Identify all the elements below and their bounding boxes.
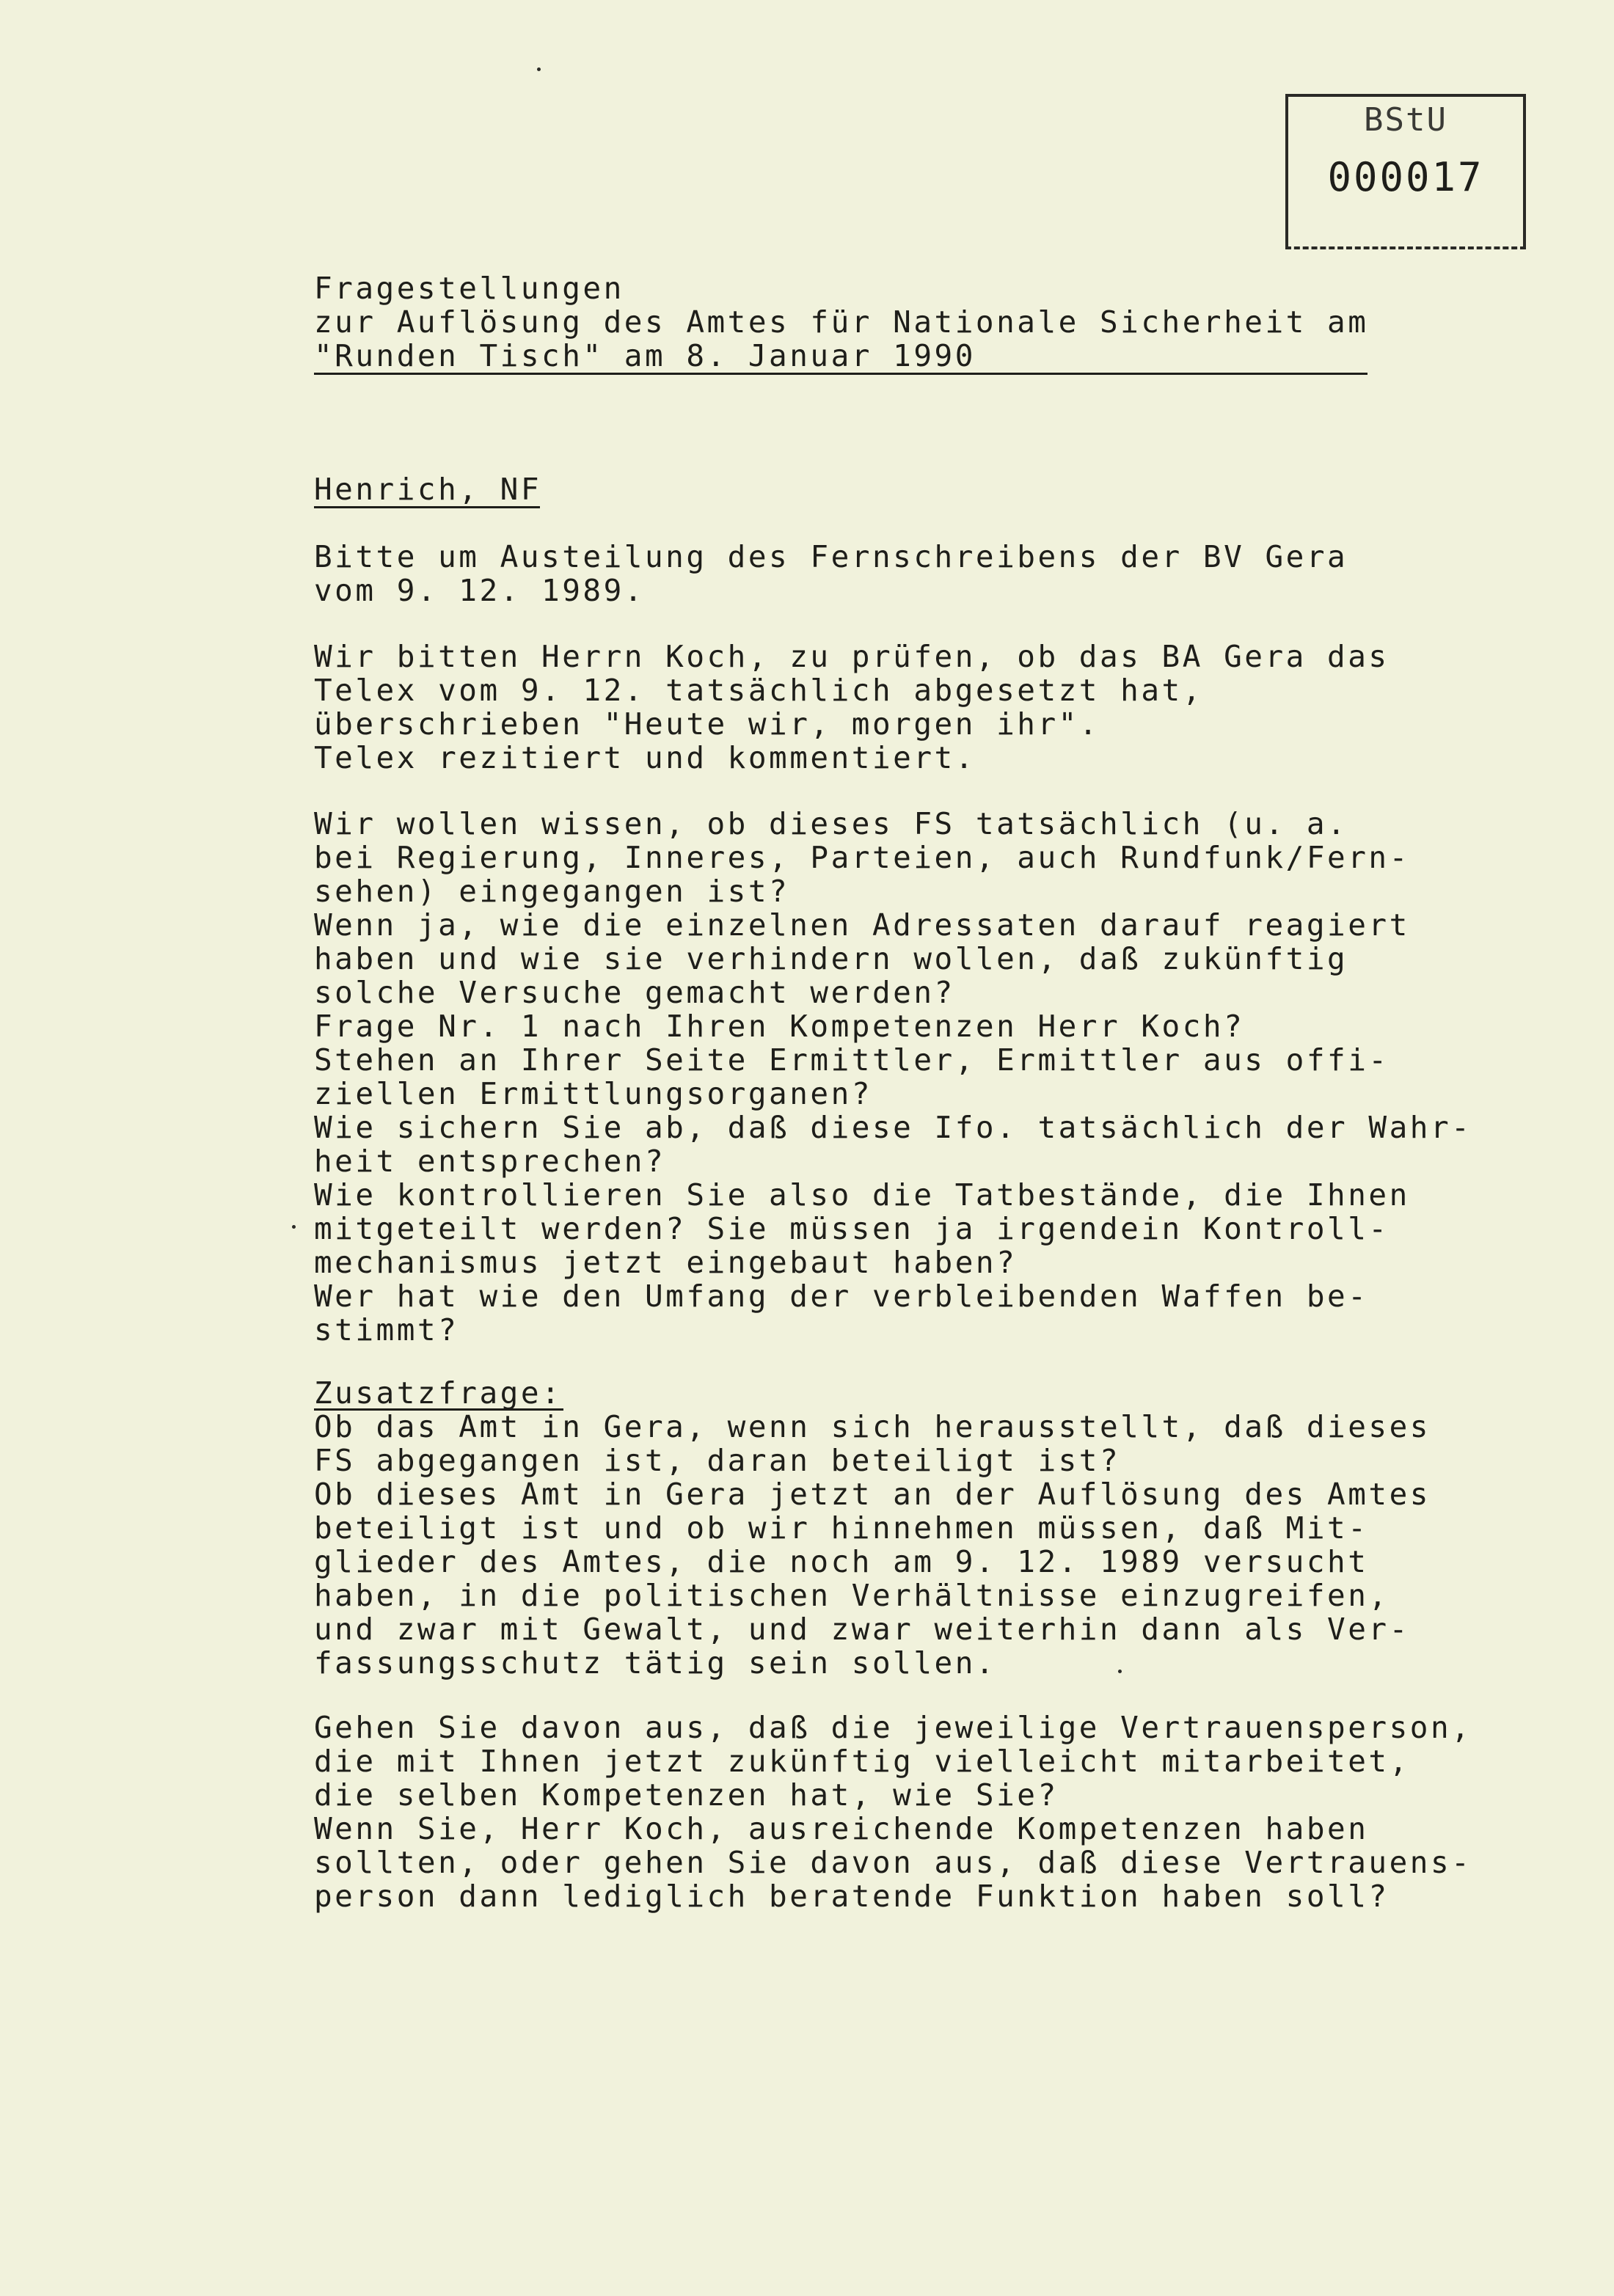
para4-line-6: haben, in die politischen Verhältnisse einzugreifen, (314, 1578, 1390, 1613)
para5-line-2: die mit Ihnen jetzt zukünftig vielleicht mitarbeitet, (314, 1744, 1410, 1779)
para5-line-1: Gehen Sie davon aus, daß die jeweilige Vertrauensperson, (314, 1710, 1472, 1745)
para1-line-2: vom 9. 12. 1989. (314, 573, 645, 608)
para3-line-9: ziellen Ermittlungsorganen? (314, 1076, 872, 1111)
para3-line-13: mitgeteilt werden? Sie müssen ja irgendein Kontroll- (314, 1211, 1390, 1246)
speaker-underline (314, 506, 540, 508)
para1-line-1: Bitte um Austeilung des Fernschreibens der BV Gera (314, 539, 1348, 574)
para2-line-1: Wir bitten Herrn Koch, zu prüfen, ob das BA Gera das (314, 639, 1390, 674)
para5-line-5: sollten, oder gehen Sie davon aus, daß diese Vertrauens- (314, 1845, 1472, 1880)
para4-line-7: und zwar mit Gewalt, und zwar weiterhin dann als Ver- (314, 1612, 1410, 1647)
para3-line-8: Stehen an Ihrer Seite Ermittler, Ermittler aus offi- (314, 1042, 1390, 1078)
header-line-3: "Runden Tisch" am 8. Januar 1990 (314, 338, 976, 373)
para4-line-8: fassungsschutz tätig sein sollen. (314, 1645, 997, 1681)
para3-line-4: Wenn ja, wie die einzelnen Adressaten darauf reagiert (314, 907, 1410, 943)
para5-line-6: person dann lediglich beratende Funktion haben soll? (314, 1879, 1390, 1914)
para3-line-5: haben und wie sie verhindern wollen, daß zukünftig (314, 941, 1348, 976)
para3-line-15: Wer hat wie den Umfang der verbleibenden Waffen be- (314, 1279, 1369, 1314)
para2-line-2: Telex vom 9. 12. tatsächlich abgesetzt hat, (314, 673, 1203, 708)
para4-line-3: Ob dieses Amt in Gera jetzt an der Auflösung des Amtes (314, 1477, 1431, 1512)
speck-mark (1118, 1670, 1122, 1673)
para3-line-6: solche Versuche gemacht werden? (314, 975, 955, 1010)
para3-line-1: Wir wollen wissen, ob dieses FS tatsächlich (u. a. (314, 806, 1348, 841)
header-line-1: Fragestellungen (314, 271, 624, 306)
para3-line-7: Frage Nr. 1 nach Ihren Kompetenzen Herr Koch? (314, 1009, 1245, 1044)
speaker-heading: Henrich, NF (314, 472, 542, 507)
para4-line-2: FS abgegangen ist, daran beteiligt ist? (314, 1443, 1121, 1478)
speck-mark (537, 67, 541, 71)
para3-line-16: stimmt? (314, 1312, 459, 1348)
stamp-number: 000017 (1327, 154, 1484, 200)
para2-line-3: überschrieben "Heute wir, morgen ihr". (314, 706, 1100, 742)
para4-line-1: Ob das Amt in Gera, wenn sich herausstellt, daß dieses (314, 1409, 1431, 1444)
para4-line-4: beteiligt ist und ob wir hinnehmen müssen, daß Mit- (314, 1510, 1369, 1546)
para5-line-3: die selben Kompetenzen hat, wie Sie? (314, 1777, 1059, 1813)
speck-mark (292, 1225, 296, 1229)
archive-stamp (1285, 94, 1526, 249)
para4-line-5: glieder des Amtes, die noch am 9. 12. 1989 versucht (314, 1544, 1369, 1579)
para3-line-11: heit entsprechen? (314, 1144, 666, 1179)
para3-line-3: sehen) eingegangen ist? (314, 874, 790, 909)
header-underline (314, 373, 1367, 375)
para5-line-4: Wenn Sie, Herr Koch, ausreichende Kompetenzen haben (314, 1811, 1369, 1846)
header-line-2: zur Auflösung des Amtes für Nationale Sicherheit am (314, 304, 1369, 340)
stamp-agency: BStU (1364, 101, 1447, 139)
para2-line-4: Telex rezitiert und kommentiert. (314, 740, 976, 775)
para3-line-2: bei Regierung, Inneres, Parteien, auch Rundfunk/Fern- (314, 840, 1410, 875)
para3-line-10: Wie sichern Sie ab, daß diese Ifo. tatsächlich der Wahr- (314, 1110, 1472, 1145)
zusatz-heading: Zusatzfrage: (314, 1375, 563, 1411)
para3-line-14: mechanismus jetzt eingebaut haben? (314, 1245, 1018, 1280)
para3-line-12: Wie kontrollieren Sie also die Tatbestände, die Ihnen (314, 1177, 1410, 1213)
